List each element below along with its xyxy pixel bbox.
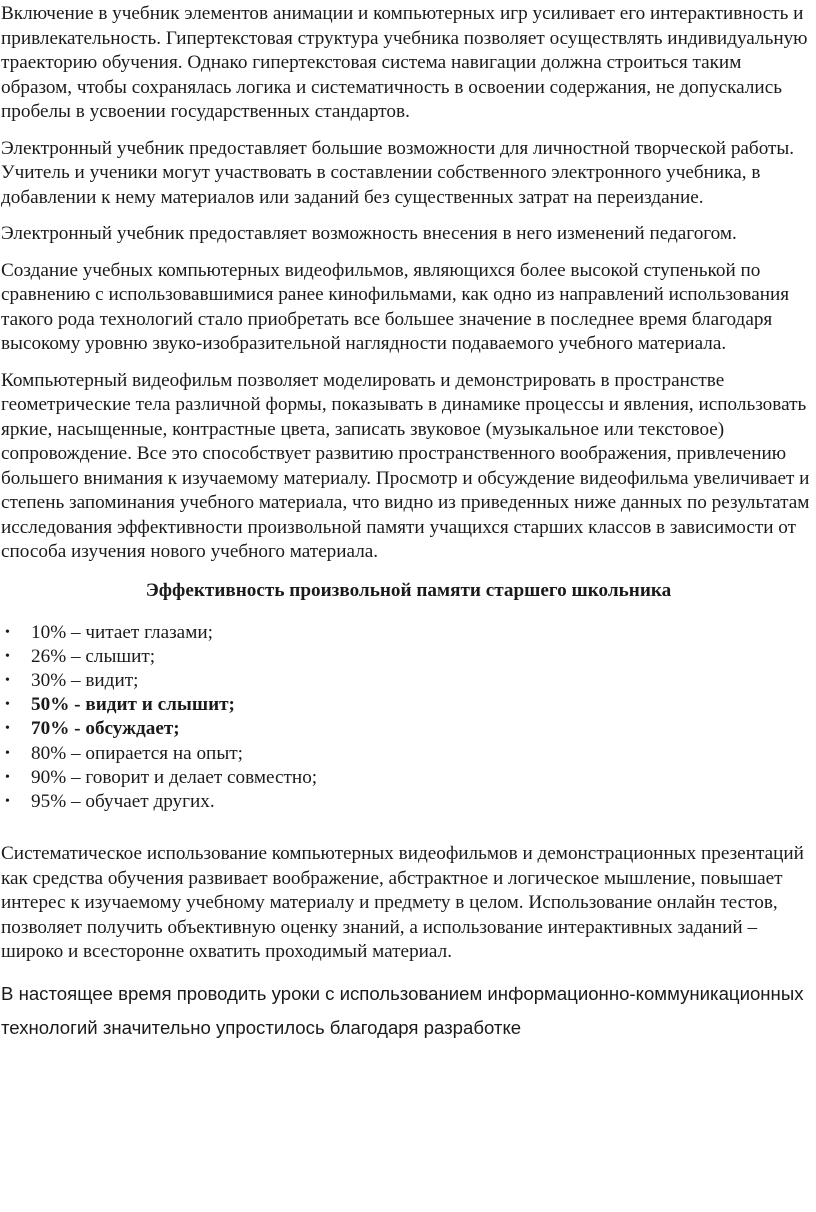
list-item: • 10% – читает глазами;: [1, 621, 816, 645]
list-item: • 95% – обучает других.: [1, 790, 816, 814]
bullet-icon: •: [5, 648, 10, 664]
bullet-icon: •: [5, 672, 10, 688]
list-item: • 80% – опирается на опыт;: [1, 742, 816, 766]
list-item: • 50% - видит и слышит;: [1, 693, 816, 717]
paragraph-teacher-changes: Электронный учебник предоставляет возможность внесения в него изменений педагогом.: [1, 223, 737, 244]
list-item: • 30% – видит;: [1, 669, 816, 693]
paragraph-animation-hypertext: Включение в учебник элементов анимации и компьютерных игр усиливает его интерактивность и привлекательность. Гипертекстовая структура учебника позволяет осуществлять индивидуальную траекторию обучения. Однако гипертекстовая система навигации должна строиться таким образом, чтобы сохранялась логика и систематичность в освоении содержания, не допускались пробелы в усвоении государственных стандартов.: [1, 3, 808, 122]
bullet-icon: •: [5, 769, 10, 785]
paragraph-video-modeling: Компьютерный видеофильм позволяет моделировать и демонстрировать в пространстве геометрические тела различной формы, показывать в динамике процессы и явления, использовать яркие, насыщенные, контрастные цвета, записать звуковое (музыкальное или текстовое) сопровождение. Все это способствует развитию пространственного воображения, привлечению большего внимания к изучаемому материалу. Просмотр и обсуждение видеофильма увеличивает и степень запоминания учебного материала, что видно из приведенных ниже данных по результатам исследования эффективности произвольной памяти учащихся старших классов в зависимости от способа изучения нового учебного материала.: [1, 369, 810, 562]
list-item: • 26% – слышит;: [1, 645, 816, 669]
bullet-icon: •: [5, 721, 10, 737]
paragraph-video-films: Создание учебных компьютерных видеофильмов, являющихся более высокой ступенькой по сравнению с использовавшимися ранее кинофильмами, как одно из направлений использования такого рода технологий стало приобретать все большее значение в последнее время благодаря высокому уровню звуко-изобразительной наглядности подаваемого учебного материала.: [1, 259, 790, 354]
bullet-icon: •: [5, 793, 10, 809]
memory-efficiency-title: Эффективность произвольной памяти старшего школьника: [145, 579, 672, 601]
bullet-icon: •: [5, 624, 10, 640]
paragraph-ict-lessons: В настоящее время проводить уроки с использованием информационно-коммуникационных технологий значительно упростилось благодаря разработке: [1, 982, 804, 1038]
list-item: • 90% – говорит и делает совместно;: [1, 766, 816, 790]
bullet-icon: •: [5, 697, 10, 713]
memory-efficiency-list: [1, 621, 816, 815]
paragraph-systematic-use: Систематическое использование компьютерных видеофильмов и демонстрационных презентаций как средства обучения развивает воображение, абстрактное и логическое мышление, повышает интерес к изучаемому учебному материалу и предмету в целом. Использование онлайн тестов, позволяет получить объективную оценку знаний, а использование интерактивных заданий – широко и всесторонне охватить проходимый материал.: [1, 843, 804, 963]
bullet-icon: •: [5, 745, 10, 761]
list-item: • 70% - обсуждает;: [1, 717, 816, 741]
paragraph-creative-work: Электронный учебник предоставляет большие возможности для личностной творческой работы. Учитель и ученики могут участвовать в составлении собственного электронного учебника, в добавлении к нему материалов или заданий без существенных затрат на переиздание.: [1, 137, 795, 208]
